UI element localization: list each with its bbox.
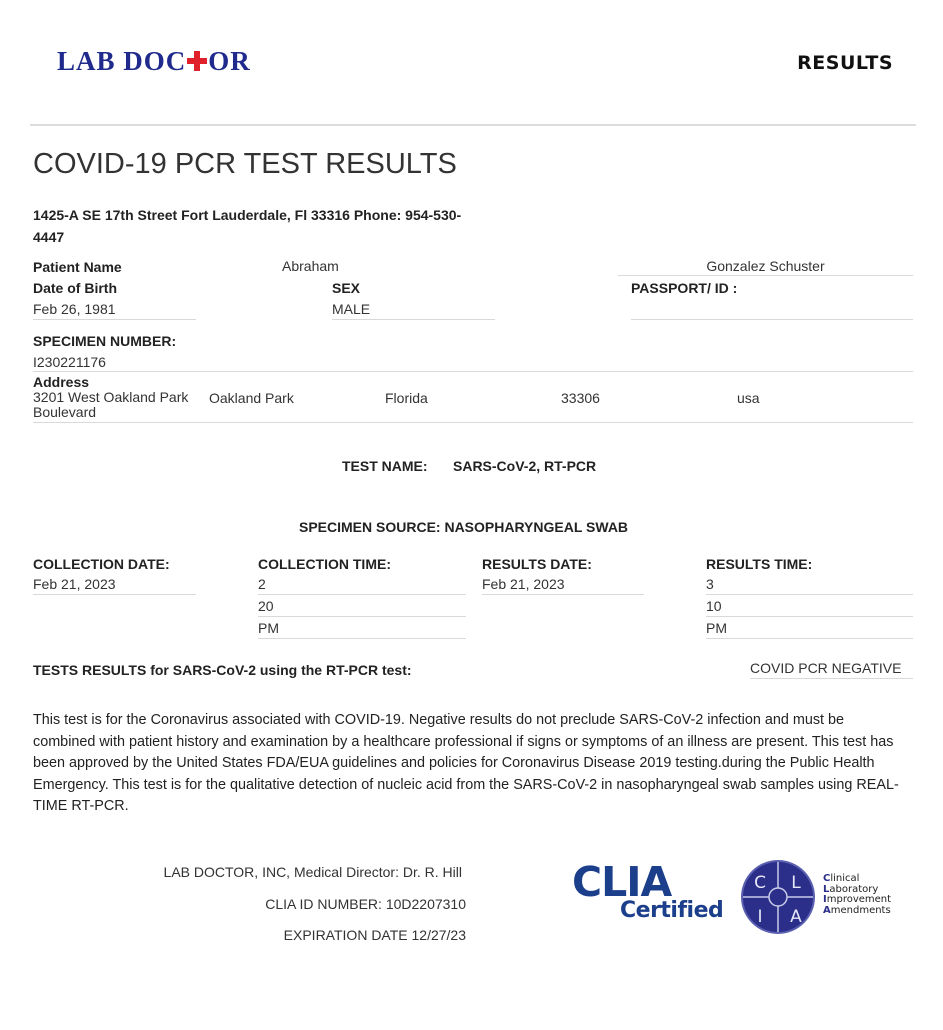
clia-certified-text: Certified: [620, 898, 724, 923]
seal-center: [769, 888, 787, 906]
clia-word: CLIA: [572, 858, 672, 906]
test-result-value: COVID PCR NEGATIVE: [750, 660, 902, 676]
clia-amendments-text: [823, 874, 891, 916]
results-ampm-underline: [706, 638, 913, 639]
patient-last-name: Gonzalez Schuster: [706, 258, 825, 274]
address-zip: 33306: [561, 390, 600, 406]
address-street: 3201 West Oakland Park Boulevard: [33, 389, 189, 420]
clia-seal-icon: [739, 858, 817, 936]
results-minute-underline: [706, 616, 913, 617]
results-hour-underline: [706, 594, 913, 595]
collection-date-label: COLLECTION DATE:: [33, 556, 170, 572]
sex-label: SEX: [332, 280, 361, 296]
red-cross-icon: [187, 51, 207, 71]
collection-time-label: COLLECTION TIME:: [258, 556, 391, 572]
test-name-label: TEST NAME:: [342, 458, 428, 474]
clia-word-laboratory: aboratory: [829, 883, 879, 895]
clia-certified-logo: [572, 858, 732, 928]
disclaimer-paragraph: This test is for the Coronavirus associated with COVID-19. Negative results do not preclude SARS-CoV-2 infection and must be combined with patient history and examination by a healthcare professional if signs or symptoms of an illness are present. This test has been approved by the United States FDA/EUA guidelines and policies for Coronavirus Disease 2019 testing.during the Public Health Emergency. This test is for the qualitative detection of nucleic acid from the SARS-CoV-2 in nasopharyngeal swab samples using REAL-TIME RT-PCR.: [33, 712, 899, 814]
dob-value: Feb 26, 1981: [33, 301, 116, 317]
patient-name-label: Patient Name: [33, 259, 122, 275]
specimen-number-value: I230221176: [33, 354, 106, 370]
sex-value: MALE: [332, 301, 371, 317]
collection-ampm: PM: [258, 620, 279, 636]
sex-underline: [332, 319, 495, 320]
address-label: Address: [33, 374, 90, 390]
seal-letter-l: L: [791, 873, 801, 893]
clia-initial-a: A: [823, 904, 831, 916]
lab-address: 1425-A SE 17th Street Fort Lauderdale, Fl 33316 Phone: 954-530-4447: [33, 207, 462, 245]
medical-director: LAB DOCTOR, INC, Medical Director: Dr. R. Hill: [163, 864, 462, 880]
seal-letter-a: A: [790, 907, 802, 927]
address-country: usa: [737, 390, 760, 406]
test-result-underline: [750, 678, 913, 679]
clia-initial-i: I: [823, 894, 827, 905]
page-title: COVID-19 PCR TEST RESULTS: [33, 148, 457, 180]
clia-word-improvement: mprovement: [826, 894, 892, 905]
specimen-number-label: SPECIMEN NUMBER:: [33, 333, 177, 349]
expiration-date: EXPIRATION DATE 12/27/23: [283, 927, 466, 943]
lab-doctor-logo: LAB DOC OR: [57, 46, 251, 76]
dob-underline: [33, 319, 196, 320]
results-ampm: PM: [706, 620, 727, 636]
last-name-underline: [618, 275, 913, 276]
seal-letter-i: I: [757, 907, 763, 927]
clia-initial-c: C: [823, 873, 831, 884]
passport-label: PASSPORT/ ID :: [631, 280, 738, 296]
collection-date-underline: [33, 594, 196, 595]
test-results-label: TESTS RESULTS for SARS-CoV-2 using the RT-PCR test:: [33, 662, 412, 678]
results-date-value: Feb 21, 2023: [482, 576, 565, 592]
test-name-value: SARS-CoV-2, RT-PCR: [453, 458, 597, 474]
results-date-label: RESULTS DATE:: [482, 556, 592, 572]
results-hour: 3: [706, 576, 714, 592]
clia-id-number: CLIA ID NUMBER: 10D2207310: [265, 896, 466, 912]
specimen-source: SPECIMEN SOURCE: NASOPHARYNGEAL SWAB: [299, 519, 629, 535]
collection-date-value: Feb 21, 2023: [33, 576, 116, 592]
header-divider: [30, 124, 916, 126]
collection-hour-underline: [258, 594, 466, 595]
collection-minute: 20: [258, 598, 274, 614]
results-time-label: RESULTS TIME:: [706, 556, 813, 572]
results-date-underline: [482, 594, 644, 595]
collection-minute-underline: [258, 616, 466, 617]
clia-word-clinical: linical: [830, 873, 860, 884]
passport-underline: [631, 319, 913, 320]
address-city: Oakland Park: [209, 390, 294, 406]
results-heading: RESULTS: [797, 52, 893, 74]
patient-first-name: Abraham: [282, 258, 339, 274]
address-underline: [33, 422, 913, 423]
collection-ampm-underline: [258, 638, 466, 639]
seal-letter-c: C: [754, 873, 766, 893]
results-minute: 10: [706, 598, 722, 614]
dob-label: Date of Birth: [33, 280, 117, 296]
specimen-underline: [33, 371, 913, 372]
collection-hour: 2: [258, 576, 266, 592]
clia-word-amendments: mendments: [830, 904, 891, 916]
clia-initial-l: L: [823, 883, 830, 895]
address-state: Florida: [385, 390, 428, 406]
